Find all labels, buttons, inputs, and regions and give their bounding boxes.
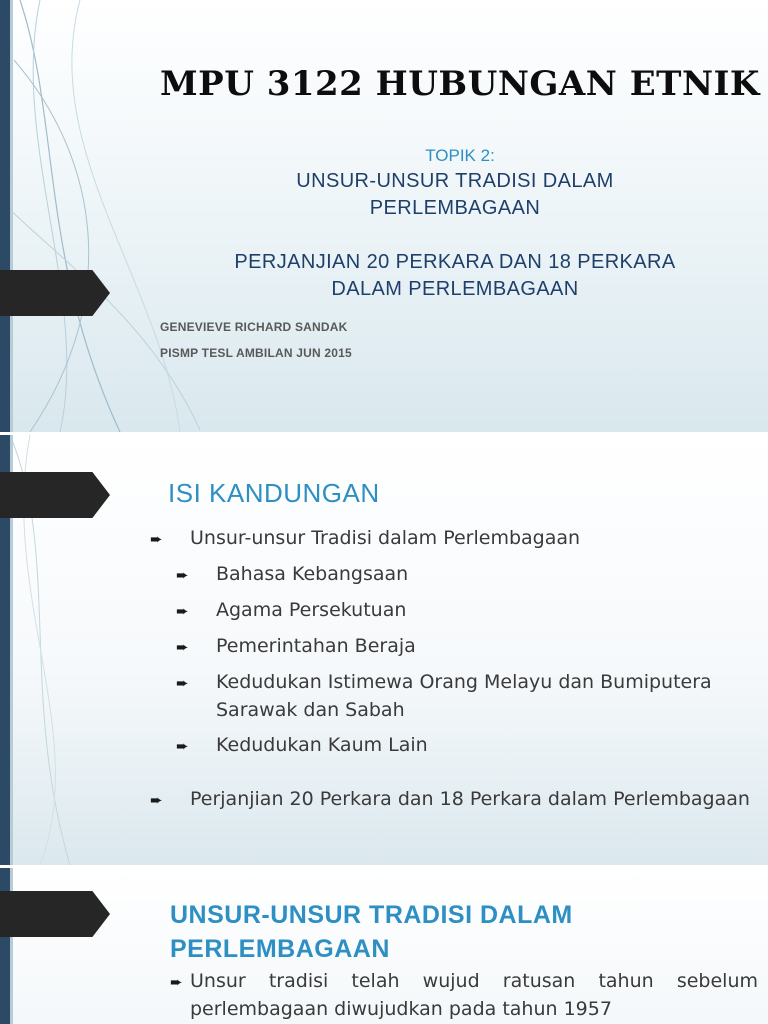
bullet-arrow-icon: ➨	[176, 566, 189, 584]
bullet-arrow-icon: ➨	[176, 638, 189, 656]
list-item: ➨ Pemerintahan Beraja	[170, 633, 760, 661]
arrow-marker-icon	[0, 270, 110, 316]
contents-list	[150, 525, 760, 814]
list-item: ➨ Agama Persekutuan	[170, 597, 760, 625]
author-program: PISMP TESL AMBILAN JUN 2015	[160, 346, 352, 360]
slide-edge-bar	[0, 0, 10, 432]
body-paragraph: ➨ Unsur tradisi telah wujud ratusan tahun sebelum perlembagaan diwujudkan pada tahun 1957	[170, 970, 758, 1020]
arrow-marker-icon	[0, 472, 110, 518]
list-item: ➨ Bahasa Kebangsaan	[170, 561, 760, 589]
section-heading	[170, 898, 730, 966]
section-heading-line: UNSUR-UNSUR TRADISI DALAM	[170, 901, 573, 929]
slide-edge-highlight	[10, 0, 13, 432]
topic-subtitle	[160, 249, 750, 303]
bullet-arrow-icon: ➨	[170, 973, 183, 991]
bullet-arrow-icon: ➨	[176, 674, 189, 692]
bullet-arrow-icon: ➨	[176, 602, 189, 620]
bullet-arrow-icon: ➨	[150, 530, 163, 548]
course-title: MPU 3122 HUBUNGAN ETNIK	[160, 64, 760, 104]
list-item: ➨ Perjanjian 20 Perkara dan 18 Perkara dalam Perlembagaan	[170, 786, 760, 814]
list-item: ➨ Kedudukan Kaum Lain	[170, 732, 760, 760]
topic-subtitle-line: DALAM PERLEMBAGAAN	[331, 278, 579, 300]
arrow-marker-icon	[0, 891, 110, 937]
title-slide	[0, 0, 768, 432]
topic-subtitle-line: PERJANJIAN 20 PERKARA DAN 18 PERKARA	[234, 251, 676, 273]
bullet-arrow-icon: ➨	[176, 737, 189, 755]
bullet-arrow-icon: ➨	[150, 791, 163, 809]
topic-label: TOPIK 2:	[425, 146, 495, 165]
topic-title-line: PERLEMBAGAAN	[369, 197, 541, 219]
section-heading-line: PERLEMBAGAAN	[170, 935, 390, 963]
list-item: ➨ Unsur-unsur Tradisi dalam Perlembagaan	[170, 525, 760, 553]
contents-heading: ISI KANDUNGAN	[168, 478, 380, 508]
topic-title-line: UNSUR-UNSUR TRADISI DALAM	[296, 170, 614, 192]
topic-title	[160, 168, 750, 222]
list-item: ➨ Kedudukan Istimewa Orang Melayu dan Bumiputera Sarawak dan Sabah	[176, 671, 712, 721]
author-name: GENEVIEVE RICHARD SANDAK	[160, 320, 348, 334]
